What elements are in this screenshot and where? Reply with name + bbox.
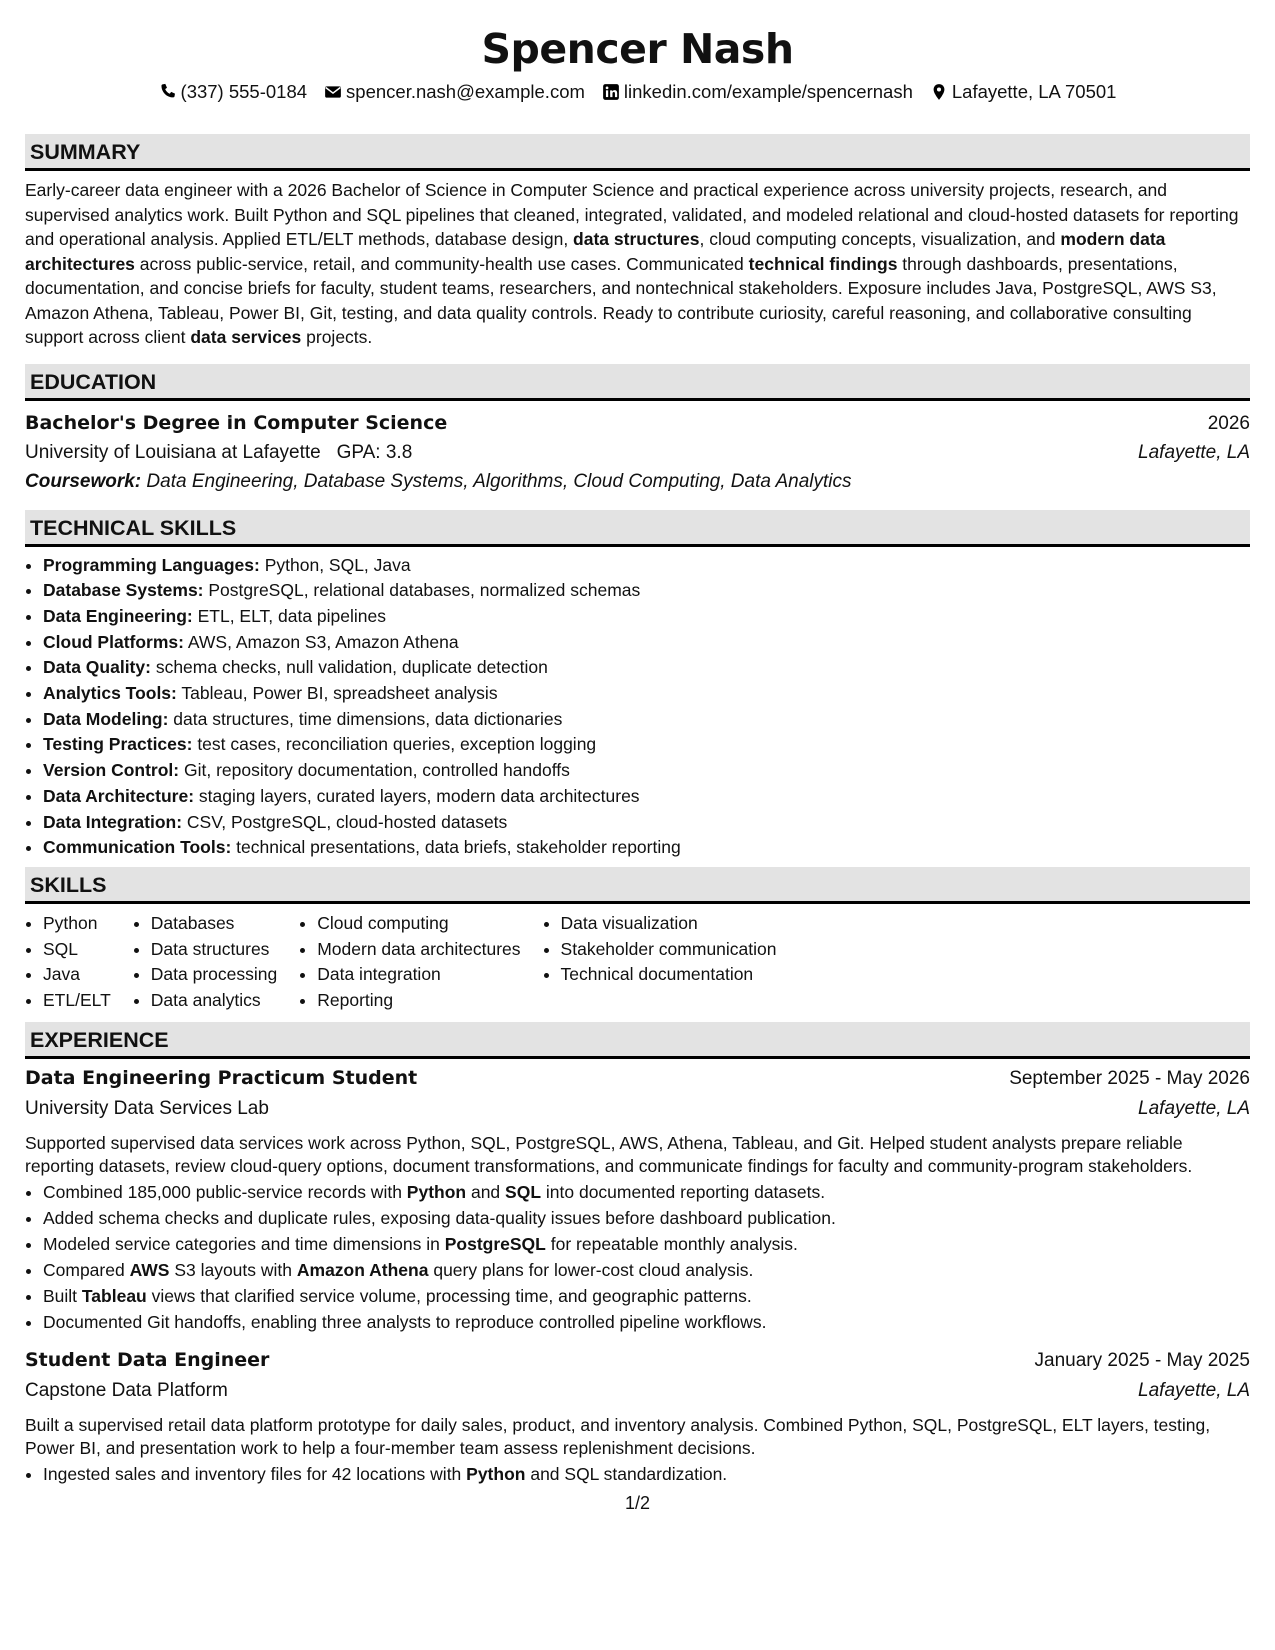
technical-skill-value: PostgreSQL, relational databases, normalized schemas — [203, 580, 641, 601]
education-section — [25, 364, 1250, 496]
technical-skills-heading: TECHNICAL SKILLS — [25, 510, 1250, 547]
job-bullet-text: for repeatable monthly analysis. — [545, 1233, 798, 1254]
technical-skill-value: Python, SQL, Java — [259, 554, 411, 575]
skills-heading: SKILLS — [25, 867, 1250, 904]
skill-item: • Modern data architectures — [317, 937, 520, 963]
job-bullet-text: Added schema checks and duplicate rules, exposing data-quality issues before dashboard publication. — [43, 1207, 836, 1228]
contact-phone-text: (337) 555-0184 — [180, 81, 308, 102]
summary-text: , cloud computing concepts, visualization, and — [699, 229, 1061, 249]
education-location: Lafayette, LA — [1138, 441, 1250, 463]
technical-skill-value: test cases, reconciliation queries, exception logging — [192, 734, 597, 755]
skill-item: • Data analytics — [151, 988, 277, 1014]
contact-email[interactable] — [324, 80, 585, 104]
summary-section — [25, 134, 1250, 350]
map-marker-icon — [930, 83, 948, 101]
job-bullet-text: Ingested sales and inventory files for 42 locations with — [43, 1463, 467, 1484]
education-coursework — [25, 468, 1250, 496]
technical-skill-label: Cloud Platforms: — [43, 631, 184, 652]
job-bullet-bold-text: Tableau — [81, 1285, 147, 1306]
job-bullet — [43, 1205, 1250, 1231]
job-bullet-text: Combined 185,000 public-service records with — [43, 1181, 407, 1202]
technical-skill-value: data structures, time dimensions, data dictionaries — [168, 708, 563, 729]
experience-section — [25, 1022, 1250, 1487]
education-year: 2026 — [1207, 412, 1250, 434]
envelope-icon — [324, 83, 342, 101]
technical-skill-value: ETL, ELT, data pipelines — [192, 605, 387, 626]
job-dates: September 2025 - May 2026 — [1009, 1067, 1250, 1089]
technical-skill-item — [43, 681, 1250, 707]
job-bullet-bold-text: Python — [466, 1463, 526, 1484]
technical-skill-value: schema checks, null validation, duplicate detection — [150, 657, 548, 678]
skills-grid — [25, 911, 1250, 1014]
contact-bar — [25, 80, 1250, 104]
education-degree-row — [25, 409, 1250, 438]
technical-skill-label: Database Systems: — [43, 580, 204, 601]
skill-item: • Stakeholder communication — [561, 937, 777, 963]
experience-heading: EXPERIENCE — [25, 1022, 1250, 1059]
job-org-row — [25, 1094, 1250, 1124]
job-description: Built a supervised retail data platform prototype for daily sales, product, and inventory analysis. Combined Python, SQL, PostgreSQL, ELT layers, testing, Power BI, and presentation work to help a four-member team assess replenishment decisions. — [25, 1414, 1211, 1459]
job-location: Lafayette, LA — [1138, 1379, 1250, 1401]
skills-section — [25, 867, 1250, 1014]
summary-text: across public-service, retail, and community-health use cases. Communicated — [134, 253, 749, 274]
technical-skill-item — [43, 784, 1250, 810]
job-bullet — [43, 1309, 1250, 1335]
contact-email-text: spencer.nash@example.com — [346, 81, 585, 102]
job-bullet-bold-text: Python — [406, 1181, 467, 1202]
technical-skill-label: Analytics Tools: — [43, 683, 177, 704]
technical-skill-value: CSV, PostgreSQL, cloud-hosted datasets — [182, 811, 508, 832]
technical-skill-label: Data Modeling: — [43, 708, 169, 729]
education-school-row — [25, 438, 1250, 468]
contact-linkedin-text: linkedin.com/example/spencernash — [623, 81, 913, 102]
job-entry — [25, 1345, 1250, 1487]
job-bullet-bold-text: PostgreSQL — [444, 1233, 546, 1254]
coursework-list: Data Engineering, Database Systems, Algorithms, Cloud Computing, Data Analytics — [146, 470, 852, 492]
job-bullet-text: S3 layouts with — [169, 1259, 297, 1280]
skill-item: • Java — [43, 962, 111, 988]
candidate-name: Spencer Nash — [481, 25, 794, 73]
education-heading: EDUCATION — [25, 364, 1250, 401]
skill-item: • Cloud computing — [317, 911, 520, 937]
job-entry — [25, 1063, 1250, 1335]
contact-location — [930, 80, 1117, 104]
technical-skill-item — [43, 655, 1250, 681]
technical-skill-label: Communication Tools: — [43, 837, 232, 858]
job-bullet-bold-text: AWS — [129, 1259, 170, 1280]
education-school: University of Louisiana at Lafayette — [25, 441, 321, 463]
technical-skill-item — [43, 835, 1250, 861]
job-bullet — [43, 1257, 1250, 1283]
technical-skill-item — [43, 732, 1250, 758]
technical-skill-label: Testing Practices: — [43, 734, 193, 755]
job-bullet-text: and SQL standardization. — [525, 1463, 728, 1484]
summary-bold-text: modern data architectures — [25, 229, 1166, 274]
skill-item: • SQL — [43, 937, 111, 963]
job-bullet-bold-text: SQL — [505, 1181, 542, 1202]
job-bullet — [43, 1179, 1250, 1205]
skill-item: • Data integration — [317, 962, 520, 988]
technical-skill-value: AWS, Amazon S3, Amazon Athena — [183, 631, 459, 652]
skills-column — [299, 911, 520, 1014]
technical-skill-label: Data Integration: — [43, 811, 183, 832]
job-bullet — [43, 1231, 1250, 1257]
technical-skill-item — [43, 630, 1250, 656]
technical-skill-item — [43, 758, 1250, 784]
job-bullet-text: views that clarified service volume, processing time, and geographic patterns. — [146, 1285, 752, 1306]
experience-jobs — [25, 1063, 1250, 1487]
resume-page — [25, 0, 1250, 1487]
job-bullet-text: and — [466, 1181, 506, 1202]
summary-text: through dashboards, presentations, documentation, and concise briefs for faculty, student teams, researchers, and nontechnical stakeholders. Exposure includes Java, PostgreSQL, AWS S3, Amazon Athena, Tableau, Power BI, Git, testing, and data quality controls. Ready to contribute curiosity, careful reasoning, and collaborative consulting support across client — [25, 253, 1217, 347]
skills-column — [25, 911, 111, 1014]
education-school-line — [25, 438, 412, 468]
job-bullet-text: Compared — [43, 1259, 130, 1280]
summary-bold-text: technical findings — [748, 253, 898, 274]
technical-skill-value: Tableau, Power BI, spreadsheet analysis — [176, 683, 498, 704]
page-number: 1/2 — [624, 1493, 651, 1513]
technical-skill-item — [43, 604, 1250, 630]
job-bullet-text: query plans for lower-cost cloud analysis. — [428, 1259, 754, 1280]
job-description: Supported supervised data services work across Python, SQL, PostgreSQL, AWS, Athena, Tableau, and Git. Helped student analysts prepare reliable reporting datasets, review cloud-query options, document transformations, and communicate findings for faculty and community-program stakeholders. — [25, 1132, 1193, 1177]
linkedin-icon — [602, 83, 620, 101]
job-bullets — [25, 1461, 1250, 1487]
job-dates: January 2025 - May 2025 — [1034, 1349, 1250, 1371]
job-organization: University Data Services Lab — [25, 1097, 269, 1119]
job-location: Lafayette, LA — [1138, 1097, 1250, 1119]
job-bullet-text: into documented reporting datasets. — [541, 1181, 826, 1202]
skills-column — [543, 911, 777, 1014]
job-bullet — [43, 1461, 1250, 1487]
technical-skill-value: staging layers, curated layers, modern data architectures — [194, 785, 640, 806]
job-org-row — [25, 1376, 1250, 1406]
job-organization: Capstone Data Platform — [25, 1379, 228, 1401]
job-bullets — [25, 1179, 1250, 1335]
technical-skill-item — [43, 553, 1250, 579]
skill-item: • Data visualization — [561, 911, 777, 937]
job-bullet-text: Modeled service categories and time dimensions in — [43, 1233, 445, 1254]
skill-item: • Technical documentation — [561, 962, 777, 988]
skill-item: • Reporting — [317, 988, 520, 1014]
coursework-label: Coursework: — [25, 470, 142, 492]
job-title: Data Engineering Practicum Student — [25, 1066, 418, 1089]
skill-item: • Python — [43, 911, 111, 937]
skill-item: • Data processing — [151, 962, 277, 988]
summary-text: projects. — [301, 327, 373, 347]
summary-bold-text: data structures — [573, 229, 700, 249]
technical-skills-section — [25, 510, 1250, 861]
job-bullet-bold-text: Amazon Athena — [296, 1259, 429, 1280]
technical-skill-item — [43, 810, 1250, 836]
contact-linkedin[interactable] — [602, 80, 913, 104]
technical-skill-label: Data Architecture: — [43, 785, 195, 806]
technical-skill-label: Programming Languages: — [43, 554, 260, 575]
job-title: Student Data Engineer — [25, 1348, 270, 1371]
education-gpa: GPA: 3.8 — [336, 441, 413, 463]
contact-phone[interactable] — [159, 80, 308, 104]
skill-item: • Databases — [151, 911, 277, 937]
job-bullet — [43, 1283, 1250, 1309]
technical-skill-label: Data Quality: — [43, 657, 151, 678]
job-bullet-text: Built — [43, 1285, 82, 1306]
job-title-row — [25, 1063, 1250, 1094]
technical-skill-item — [43, 707, 1250, 733]
technical-skill-value: Git, repository documentation, controlled handoffs — [179, 760, 570, 781]
skills-column — [133, 911, 277, 1014]
summary-text — [25, 178, 1250, 350]
summary-bold-text: data services — [190, 327, 302, 347]
phone-icon — [159, 83, 177, 101]
technical-skill-item — [43, 578, 1250, 604]
job-title-row — [25, 1345, 1250, 1376]
summary-heading: SUMMARY — [25, 134, 1250, 171]
contact-location-text: Lafayette, LA 70501 — [951, 81, 1117, 102]
job-bullet-text: Documented Git handoffs, enabling three analysts to reproduce controlled pipeline workflows. — [43, 1311, 767, 1332]
technical-skills-list — [25, 553, 1250, 861]
education-degree: Bachelor's Degree in Computer Science — [25, 411, 448, 434]
skill-item: • Data structures — [151, 937, 277, 963]
summary-text: Early-career data engineer with a 2026 Bachelor of Science in Computer Science and practical experience across university projects, research, and supervised analytics work. Built Python and SQL pipelines that cleaned, integrated, validated, and modeled relational and cloud-hosted datasets for reporting and operational analysis. Applied ETL/ELT methods, database design, — [25, 180, 1239, 249]
skill-item: • ETL/ELT — [43, 988, 111, 1014]
technical-skill-value: technical presentations, data briefs, stakeholder reporting — [231, 837, 681, 858]
technical-skill-label: Data Engineering: — [43, 605, 193, 626]
technical-skill-label: Version Control: — [43, 760, 180, 781]
